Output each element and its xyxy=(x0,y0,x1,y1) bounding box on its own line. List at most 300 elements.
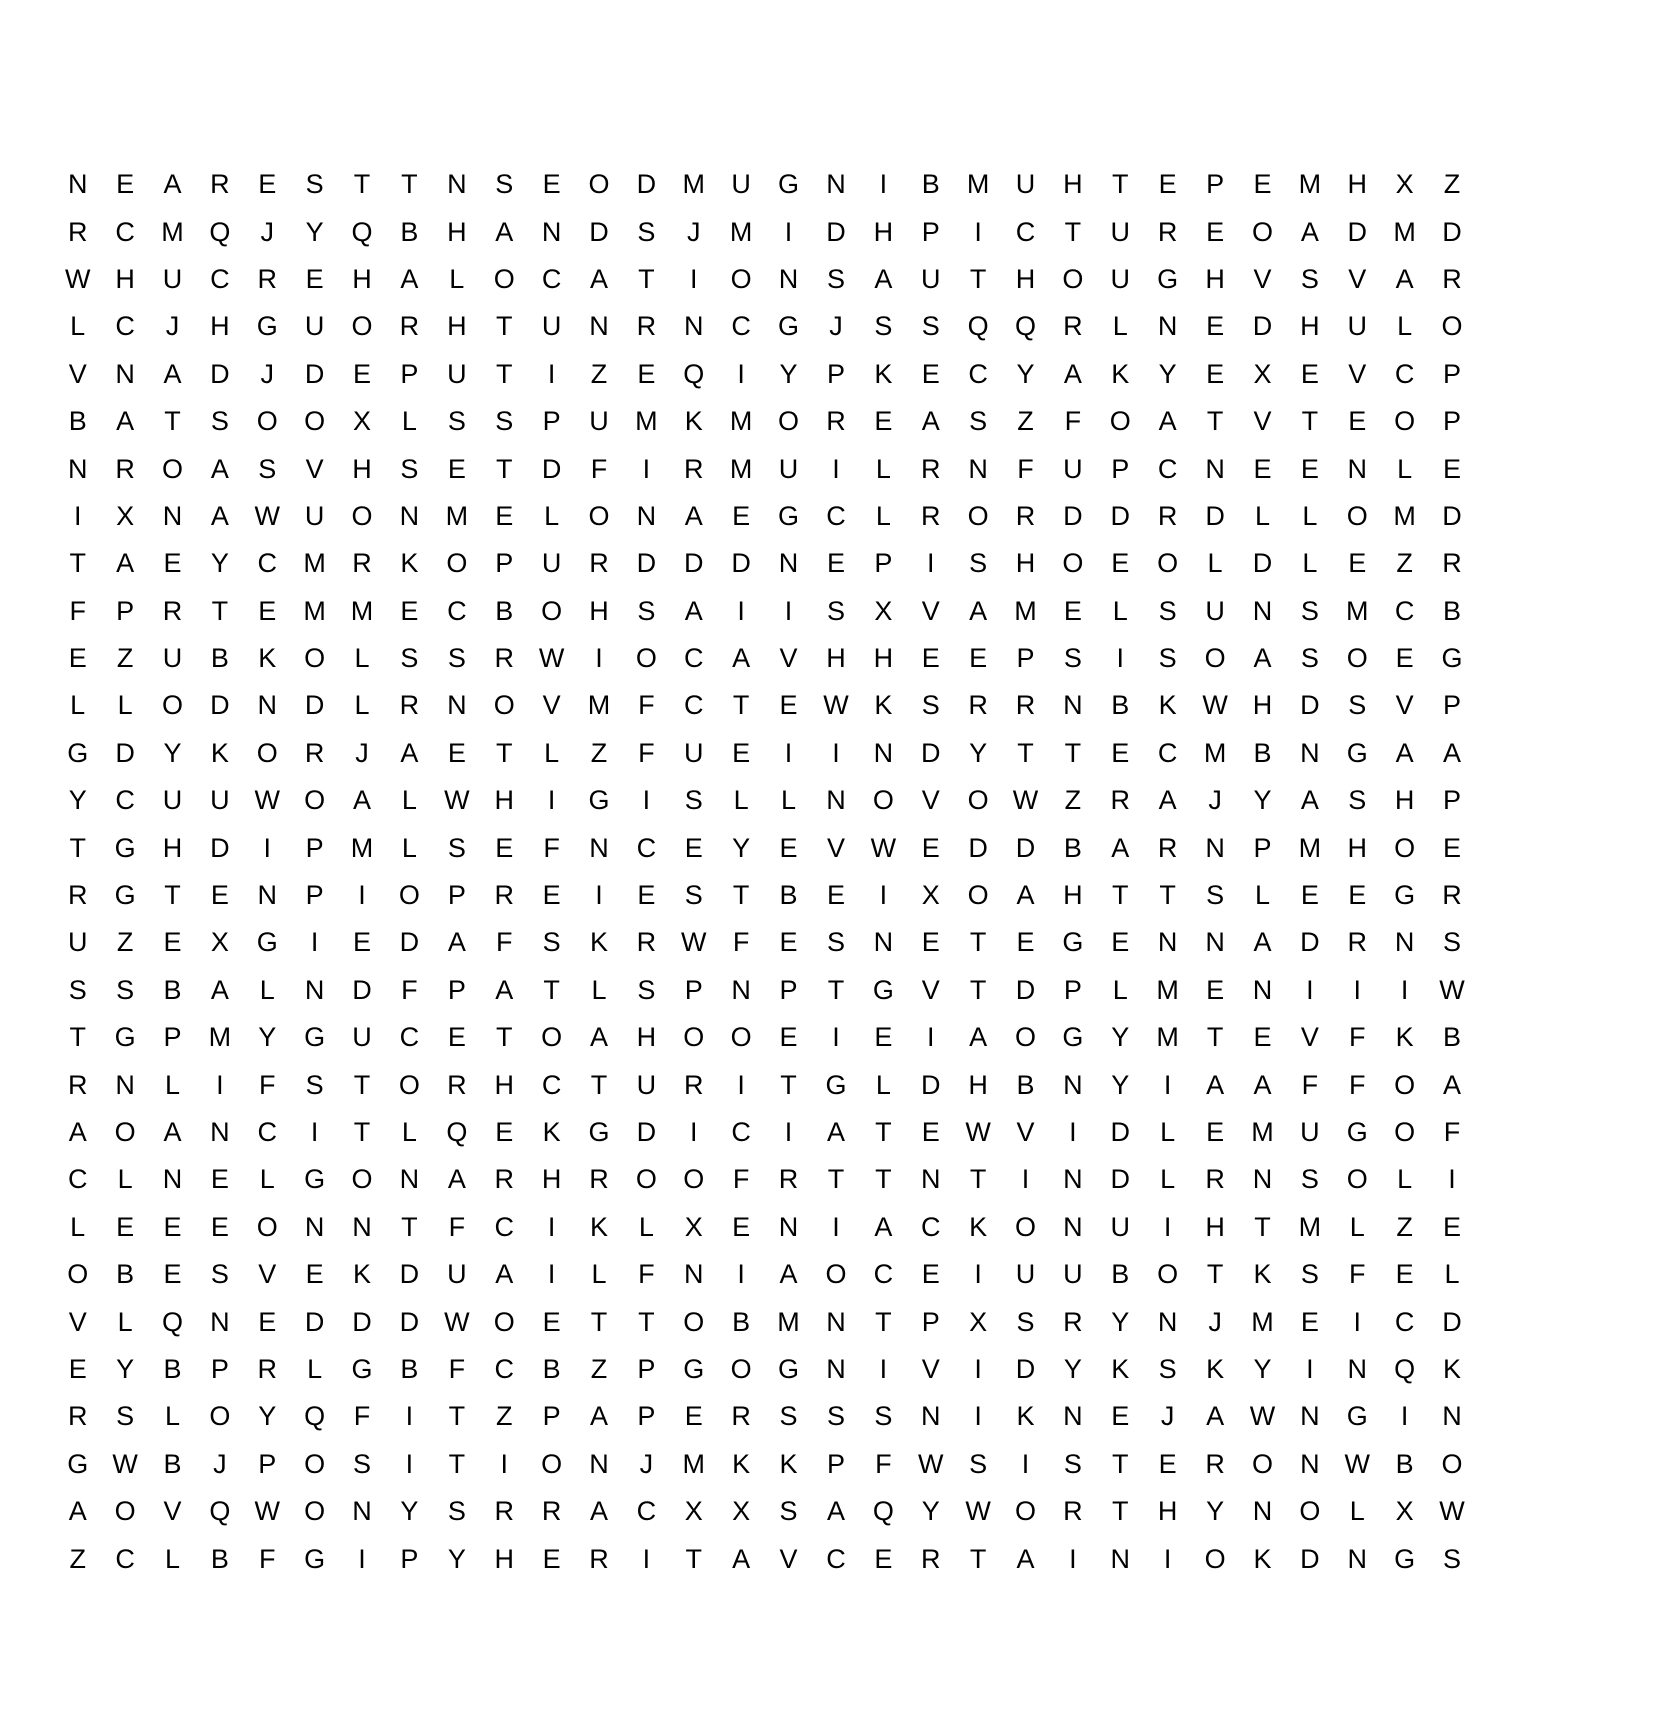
grid-letter[interactable]: S xyxy=(542,927,561,958)
grid-letter[interactable]: L xyxy=(544,500,560,531)
grid-letter[interactable]: C xyxy=(968,358,988,389)
grid-letter[interactable]: I xyxy=(358,1543,366,1574)
grid-letter[interactable]: H xyxy=(1015,548,1036,579)
grid-letter[interactable]: I xyxy=(784,737,793,768)
grid-letter[interactable]: T xyxy=(1254,1211,1271,1242)
grid-letter[interactable]: N xyxy=(826,1353,846,1384)
grid-letter[interactable]: Q xyxy=(209,1496,231,1527)
grid-letter[interactable]: E xyxy=(1348,880,1367,911)
grid-letter[interactable]: A xyxy=(1253,927,1272,958)
grid-letter[interactable]: J xyxy=(213,1448,227,1479)
grid-letter[interactable]: I xyxy=(642,785,651,816)
grid-letter[interactable]: E xyxy=(305,1259,324,1290)
grid-letter[interactable]: I xyxy=(1448,1164,1456,1195)
grid-letter[interactable]: P xyxy=(1443,406,1462,437)
grid-letter[interactable]: M xyxy=(682,169,706,200)
grid-letter[interactable]: R xyxy=(67,1401,88,1432)
grid-letter[interactable]: G xyxy=(778,311,800,342)
grid-letter[interactable]: Q xyxy=(446,1117,468,1147)
grid-letter[interactable]: M xyxy=(1251,1117,1274,1147)
grid-letter[interactable]: M xyxy=(682,1448,706,1479)
grid-letter[interactable]: N xyxy=(1347,1543,1367,1574)
grid-letter[interactable]: T xyxy=(69,1022,86,1053)
grid-letter[interactable]: C xyxy=(1394,595,1415,626)
grid-letter[interactable]: C xyxy=(115,216,135,247)
grid-letter[interactable]: F xyxy=(1348,1259,1366,1290)
grid-letter[interactable]: M xyxy=(1298,832,1322,863)
grid-letter[interactable]: N xyxy=(304,1211,325,1242)
grid-letter[interactable]: H xyxy=(494,1543,514,1574)
grid-letter[interactable]: E xyxy=(779,832,798,863)
grid-letter[interactable]: V xyxy=(921,785,940,816)
grid-letter[interactable]: N xyxy=(826,1306,846,1337)
grid-letter[interactable]: H xyxy=(636,1022,657,1053)
grid-letter[interactable]: U xyxy=(1110,1211,1131,1242)
grid-letter[interactable]: E xyxy=(1158,1448,1177,1479)
grid-letter[interactable]: N xyxy=(1157,311,1178,342)
grid-letter[interactable]: S xyxy=(921,690,940,721)
grid-letter[interactable]: A xyxy=(1300,216,1319,247)
grid-letter[interactable]: P xyxy=(400,1543,419,1574)
grid-letter[interactable]: K xyxy=(1016,1401,1035,1432)
grid-letter[interactable]: J xyxy=(639,1448,654,1479)
grid-letter[interactable]: V xyxy=(1253,263,1272,294)
grid-letter[interactable]: W xyxy=(254,1496,280,1527)
grid-letter[interactable]: R xyxy=(1347,927,1367,958)
grid-letter[interactable]: E xyxy=(542,1306,561,1337)
grid-letter[interactable]: K xyxy=(969,1211,988,1242)
grid-letter[interactable]: O xyxy=(256,406,278,437)
grid-letter[interactable]: M xyxy=(445,500,469,531)
grid-letter[interactable]: F xyxy=(448,1353,466,1384)
grid-letter[interactable]: M xyxy=(1156,1022,1179,1053)
grid-letter[interactable]: I xyxy=(500,1448,508,1479)
grid-letter[interactable]: N xyxy=(399,1164,420,1195)
grid-letter[interactable]: N xyxy=(1063,1069,1083,1100)
grid-letter[interactable]: T xyxy=(495,311,513,342)
grid-letter[interactable]: E xyxy=(921,358,940,389)
grid-letter[interactable]: Y xyxy=(68,785,87,816)
grid-letter[interactable]: A xyxy=(495,974,514,1005)
grid-letter[interactable]: E xyxy=(921,832,940,863)
grid-letter[interactable]: E xyxy=(400,595,419,626)
grid-letter[interactable]: I xyxy=(879,169,888,200)
grid-letter[interactable]: H xyxy=(1252,690,1273,721)
grid-letter[interactable]: X xyxy=(210,927,229,958)
grid-letter[interactable]: R xyxy=(1442,263,1462,294)
grid-letter[interactable]: R xyxy=(1157,216,1178,247)
grid-letter[interactable]: S xyxy=(779,1401,798,1432)
grid-letter[interactable]: E xyxy=(826,548,845,579)
grid-letter[interactable]: C xyxy=(636,832,657,863)
grid-letter[interactable]: P xyxy=(684,974,703,1005)
grid-letter[interactable]: V xyxy=(1348,358,1367,389)
grid-letter[interactable]: N xyxy=(1394,927,1415,958)
grid-letter[interactable]: X xyxy=(1395,1496,1414,1527)
grid-letter[interactable]: T xyxy=(1206,1259,1224,1290)
grid-letter[interactable]: V xyxy=(305,453,324,484)
grid-letter[interactable]: P xyxy=(1253,832,1272,863)
grid-letter[interactable]: A xyxy=(400,263,419,294)
grid-letter[interactable]: K xyxy=(1111,358,1130,389)
grid-letter[interactable]: A xyxy=(400,737,419,768)
grid-letter[interactable]: P xyxy=(826,1448,845,1479)
grid-letter[interactable]: N xyxy=(636,500,657,531)
grid-letter[interactable]: E xyxy=(353,927,372,958)
grid-letter[interactable]: L xyxy=(164,1069,180,1100)
grid-letter[interactable]: Y xyxy=(1253,1353,1272,1384)
grid-letter[interactable]: A xyxy=(732,1543,751,1574)
grid-letter[interactable]: L xyxy=(1160,1164,1176,1195)
grid-letter[interactable]: R xyxy=(636,311,657,342)
grid-letter[interactable]: H xyxy=(1300,311,1320,342)
grid-letter[interactable]: A xyxy=(1253,643,1272,674)
grid-letter[interactable]: D xyxy=(399,1306,420,1337)
grid-letter[interactable]: O xyxy=(1015,1022,1037,1053)
grid-letter[interactable]: M xyxy=(1156,974,1179,1005)
grid-letter[interactable]: A xyxy=(874,1211,893,1242)
grid-letter[interactable]: B xyxy=(1253,737,1272,768)
grid-letter[interactable]: R xyxy=(1205,1448,1225,1479)
grid-letter[interactable]: N xyxy=(67,169,88,200)
grid-letter[interactable]: R xyxy=(494,1496,514,1527)
grid-letter[interactable]: R xyxy=(257,263,277,294)
grid-letter[interactable]: U xyxy=(778,453,799,484)
grid-letter[interactable]: Y xyxy=(1111,1306,1130,1337)
grid-letter[interactable]: A xyxy=(163,169,182,200)
grid-letter[interactable]: F xyxy=(401,974,418,1005)
grid-letter[interactable]: R xyxy=(399,690,420,721)
grid-letter[interactable]: T xyxy=(401,169,418,200)
grid-letter[interactable]: U xyxy=(162,643,183,674)
grid-letter[interactable]: N xyxy=(1205,453,1225,484)
grid-letter[interactable]: S xyxy=(1206,880,1225,911)
grid-letter[interactable]: N xyxy=(447,169,467,200)
grid-letter[interactable]: T xyxy=(969,1543,987,1574)
grid-letter[interactable]: O xyxy=(1251,216,1273,247)
grid-letter[interactable]: R xyxy=(920,1543,941,1574)
grid-letter[interactable]: N xyxy=(1300,1448,1320,1479)
grid-letter[interactable]: R xyxy=(210,169,230,200)
grid-letter[interactable]: O xyxy=(256,737,278,768)
grid-letter[interactable]: S xyxy=(779,1496,798,1527)
grid-letter[interactable]: S xyxy=(68,974,87,1005)
grid-letter[interactable]: R xyxy=(1015,690,1036,721)
grid-letter[interactable]: R xyxy=(447,1069,467,1100)
grid-letter[interactable]: Y xyxy=(779,358,798,389)
grid-letter[interactable]: L xyxy=(1302,500,1318,531)
grid-letter[interactable]: P xyxy=(874,548,893,579)
grid-letter[interactable]: A xyxy=(826,1496,845,1527)
grid-letter[interactable]: B xyxy=(400,216,419,247)
grid-letter[interactable]: S xyxy=(210,1259,229,1290)
grid-letter[interactable]: N xyxy=(1063,1401,1083,1432)
grid-letter[interactable]: I xyxy=(310,1117,319,1147)
grid-letter[interactable]: U xyxy=(1063,453,1083,484)
grid-letter[interactable]: N xyxy=(1300,1401,1320,1432)
grid-letter[interactable]: Z xyxy=(590,1353,608,1384)
grid-letter[interactable]: V xyxy=(1395,690,1414,721)
grid-letter[interactable]: U xyxy=(447,1259,467,1290)
grid-letter[interactable]: W xyxy=(538,643,565,674)
grid-letter[interactable]: L xyxy=(1254,500,1270,531)
grid-letter[interactable]: F xyxy=(638,690,655,721)
grid-letter[interactable]: L xyxy=(401,406,417,437)
grid-letter[interactable]: E xyxy=(1300,1306,1319,1337)
grid-letter[interactable]: W xyxy=(64,263,91,294)
grid-letter[interactable]: H xyxy=(447,311,467,342)
grid-letter[interactable]: F xyxy=(353,1401,371,1432)
grid-letter[interactable]: L xyxy=(1207,548,1223,579)
grid-letter[interactable]: I xyxy=(832,737,840,768)
grid-letter[interactable]: E xyxy=(1253,169,1272,200)
grid-letter[interactable]: M xyxy=(303,548,326,579)
grid-letter[interactable]: M xyxy=(1014,595,1037,626)
grid-letter[interactable]: R xyxy=(67,880,88,911)
grid-letter[interactable]: J xyxy=(355,737,369,768)
grid-letter[interactable]: E xyxy=(1206,1117,1225,1147)
grid-letter[interactable]: S xyxy=(447,643,466,674)
grid-letter[interactable]: V xyxy=(68,1306,87,1337)
grid-letter[interactable]: N xyxy=(162,1164,183,1195)
grid-letter[interactable]: K xyxy=(589,927,608,958)
grid-letter[interactable]: T xyxy=(1206,406,1224,437)
grid-letter[interactable]: C xyxy=(684,690,704,721)
grid-letter[interactable]: E xyxy=(495,500,514,531)
grid-letter[interactable]: L xyxy=(401,785,417,816)
grid-letter[interactable]: W xyxy=(917,1448,944,1479)
grid-letter[interactable]: T xyxy=(353,1069,371,1100)
grid-letter[interactable]: S xyxy=(353,1448,372,1479)
grid-letter[interactable]: G xyxy=(588,1117,610,1147)
grid-letter[interactable]: E xyxy=(258,595,277,626)
grid-letter[interactable]: E xyxy=(1253,1022,1272,1053)
grid-letter[interactable]: P xyxy=(1111,453,1130,484)
grid-letter[interactable]: N xyxy=(210,1306,230,1337)
grid-letter[interactable]: I xyxy=(263,832,272,863)
grid-letter[interactable]: R xyxy=(778,1164,799,1195)
grid-letter[interactable]: S xyxy=(1443,927,1462,958)
grid-letter[interactable]: T xyxy=(969,974,987,1005)
grid-letter[interactable]: E xyxy=(1111,1401,1130,1432)
grid-letter[interactable]: H xyxy=(494,785,514,816)
grid-letter[interactable]: G xyxy=(256,311,278,342)
grid-letter[interactable]: G xyxy=(588,785,610,816)
grid-letter[interactable]: P xyxy=(826,358,845,389)
grid-letter[interactable]: B xyxy=(116,1259,135,1290)
grid-letter[interactable]: O xyxy=(304,1448,326,1479)
grid-letter[interactable]: N xyxy=(1300,737,1320,768)
grid-letter[interactable]: U xyxy=(541,548,562,579)
grid-letter[interactable]: L xyxy=(1397,311,1413,342)
grid-letter[interactable]: K xyxy=(400,548,419,579)
grid-letter[interactable]: D xyxy=(1442,1306,1462,1337)
grid-letter[interactable]: A xyxy=(68,1496,87,1527)
grid-letter[interactable]: N xyxy=(1347,453,1367,484)
grid-letter[interactable]: C xyxy=(826,500,846,531)
grid-letter[interactable]: X xyxy=(732,1496,751,1527)
grid-letter[interactable]: D xyxy=(1110,500,1131,531)
grid-letter[interactable]: L xyxy=(354,643,370,674)
grid-letter[interactable]: G xyxy=(1157,263,1179,294)
grid-letter[interactable]: B xyxy=(400,1353,419,1384)
grid-letter[interactable]: N xyxy=(352,1211,372,1242)
grid-letter[interactable]: S xyxy=(826,263,845,294)
grid-letter[interactable]: A xyxy=(210,453,229,484)
grid-letter[interactable]: E xyxy=(210,880,229,911)
grid-letter[interactable]: O xyxy=(114,1117,136,1147)
grid-letter[interactable]: O xyxy=(730,1353,752,1384)
grid-letter[interactable]: H xyxy=(968,1069,988,1100)
grid-letter[interactable]: O xyxy=(967,500,989,531)
grid-letter[interactable]: X xyxy=(684,1496,703,1527)
grid-letter[interactable]: N xyxy=(589,311,609,342)
grid-letter[interactable]: Y xyxy=(1111,1069,1130,1100)
grid-letter[interactable]: I xyxy=(784,1117,793,1147)
grid-letter[interactable]: B xyxy=(495,595,514,626)
grid-letter[interactable]: C xyxy=(67,1164,88,1195)
grid-letter[interactable]: L xyxy=(591,974,607,1005)
grid-letter[interactable]: N xyxy=(399,500,420,531)
grid-letter[interactable]: T xyxy=(1064,216,1082,247)
grid-letter[interactable]: P xyxy=(116,595,135,626)
grid-letter[interactable]: C xyxy=(920,1211,941,1242)
grid-letter[interactable]: K xyxy=(874,358,893,389)
grid-letter[interactable]: T xyxy=(1159,880,1176,911)
grid-letter[interactable]: N xyxy=(541,216,562,247)
grid-letter[interactable]: I xyxy=(547,785,556,816)
grid-letter[interactable]: T xyxy=(495,1022,513,1053)
grid-letter[interactable]: C xyxy=(494,1211,514,1242)
grid-letter[interactable]: Y xyxy=(1063,1353,1082,1384)
grid-letter[interactable]: L xyxy=(164,1543,180,1574)
grid-letter[interactable]: S xyxy=(210,406,229,437)
grid-letter[interactable]: S xyxy=(1348,785,1367,816)
grid-letter[interactable]: C xyxy=(1015,216,1036,247)
grid-letter[interactable]: O xyxy=(683,1164,705,1195)
grid-letter[interactable]: G xyxy=(825,1069,847,1100)
grid-letter[interactable]: I xyxy=(974,1353,982,1384)
grid-letter[interactable]: N xyxy=(352,1496,372,1527)
grid-letter[interactable]: E xyxy=(1016,927,1035,958)
grid-letter[interactable]: Q xyxy=(161,1306,183,1337)
grid-letter[interactable]: B xyxy=(542,1353,561,1384)
grid-letter[interactable]: R xyxy=(1063,311,1083,342)
grid-letter[interactable]: J xyxy=(687,216,701,247)
grid-letter[interactable]: V xyxy=(163,1496,182,1527)
grid-letter[interactable]: K xyxy=(732,1448,751,1479)
grid-letter[interactable]: O xyxy=(304,1496,326,1527)
grid-letter[interactable]: R xyxy=(589,548,609,579)
grid-letter[interactable]: R xyxy=(826,406,846,437)
grid-letter[interactable]: D xyxy=(1300,1543,1320,1574)
grid-letter[interactable]: O xyxy=(1204,643,1226,674)
grid-letter[interactable]: V xyxy=(68,358,87,389)
grid-letter[interactable]: E xyxy=(1063,595,1082,626)
grid-letter[interactable]: F xyxy=(638,737,655,768)
grid-letter[interactable]: E xyxy=(1158,169,1177,200)
grid-letter[interactable]: D xyxy=(210,832,230,863)
grid-letter[interactable]: X xyxy=(921,880,940,911)
grid-letter[interactable]: P xyxy=(400,358,419,389)
grid-letter[interactable]: R xyxy=(636,927,657,958)
grid-letter[interactable]: B xyxy=(210,1543,229,1574)
grid-letter[interactable]: N xyxy=(257,880,277,911)
grid-letter[interactable]: H xyxy=(826,643,846,674)
grid-letter[interactable]: L xyxy=(875,500,891,531)
grid-letter[interactable]: L xyxy=(401,1117,417,1147)
grid-letter[interactable]: U xyxy=(1110,216,1131,247)
grid-letter[interactable]: I xyxy=(1306,974,1314,1005)
grid-letter[interactable]: S xyxy=(116,1401,135,1432)
grid-letter[interactable]: E xyxy=(1348,548,1367,579)
grid-letter[interactable]: E xyxy=(1443,832,1462,863)
grid-letter[interactable]: T xyxy=(590,1069,608,1100)
grid-letter[interactable]: G xyxy=(304,1164,326,1195)
grid-letter[interactable]: U xyxy=(1063,1259,1083,1290)
grid-letter[interactable]: M xyxy=(1393,216,1416,247)
grid-letter[interactable]: E xyxy=(447,453,466,484)
grid-letter[interactable]: Q xyxy=(872,1496,894,1527)
grid-letter[interactable]: K xyxy=(353,1259,372,1290)
grid-letter[interactable]: X xyxy=(116,500,135,531)
grid-letter[interactable]: E xyxy=(1443,1211,1462,1242)
grid-letter[interactable]: O xyxy=(304,406,326,437)
grid-letter[interactable]: O xyxy=(114,1496,136,1527)
grid-letter[interactable]: C xyxy=(873,1259,894,1290)
grid-letter[interactable]: Y xyxy=(1016,358,1035,389)
grid-letter[interactable]: W xyxy=(1344,1448,1370,1479)
grid-letter[interactable]: T xyxy=(495,453,513,484)
grid-letter[interactable]: E xyxy=(1206,216,1225,247)
grid-letter[interactable]: Y xyxy=(1206,1496,1225,1527)
grid-letter[interactable]: I xyxy=(1116,643,1125,674)
grid-letter[interactable]: F xyxy=(1017,453,1034,484)
grid-letter[interactable]: R xyxy=(67,1069,88,1100)
grid-letter[interactable]: I xyxy=(1353,974,1361,1005)
grid-letter[interactable]: I xyxy=(832,1022,840,1053)
grid-letter[interactable]: O xyxy=(398,880,420,911)
grid-letter[interactable]: N xyxy=(1442,1401,1462,1432)
grid-letter[interactable]: S xyxy=(969,548,988,579)
grid-letter[interactable]: D xyxy=(399,927,420,958)
grid-letter[interactable]: W xyxy=(1202,690,1228,721)
grid-letter[interactable]: N xyxy=(1157,927,1178,958)
grid-letter[interactable]: S xyxy=(1443,1543,1462,1574)
grid-letter[interactable]: E xyxy=(637,880,656,911)
grid-letter[interactable]: G xyxy=(1441,643,1463,674)
grid-letter[interactable]: T xyxy=(448,1448,466,1479)
grid-letter[interactable]: G xyxy=(1062,927,1084,958)
grid-letter[interactable]: E xyxy=(447,737,466,768)
grid-letter[interactable]: S xyxy=(826,1401,845,1432)
grid-letter[interactable]: K xyxy=(1253,1259,1272,1290)
grid-letter[interactable]: G xyxy=(67,737,89,768)
grid-letter[interactable]: A xyxy=(1063,358,1082,389)
grid-letter[interactable]: E xyxy=(874,406,893,437)
grid-letter[interactable]: U xyxy=(1205,595,1225,626)
grid-letter[interactable]: S xyxy=(1063,643,1082,674)
grid-letter[interactable]: I xyxy=(595,643,603,674)
grid-letter[interactable]: R xyxy=(115,453,135,484)
grid-letter[interactable]: T xyxy=(827,974,845,1005)
grid-letter[interactable]: I xyxy=(73,500,82,531)
grid-letter[interactable]: S xyxy=(637,974,656,1005)
grid-letter[interactable]: F xyxy=(590,453,608,484)
grid-letter[interactable]: A xyxy=(68,1117,87,1147)
grid-letter[interactable]: O xyxy=(1394,832,1416,863)
grid-letter[interactable]: T xyxy=(1112,169,1129,200)
